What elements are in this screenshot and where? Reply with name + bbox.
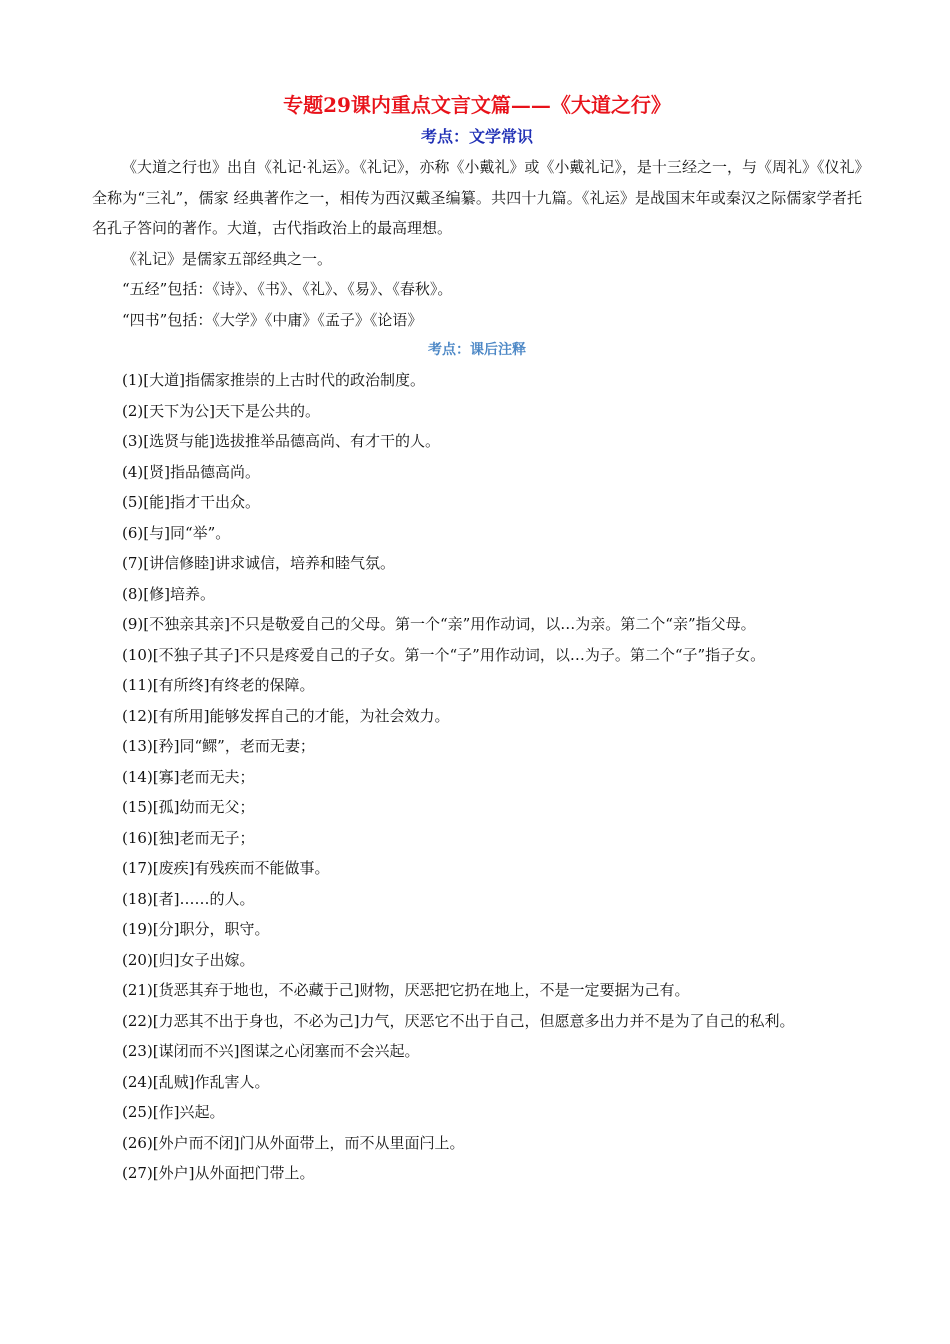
annotation-item: (10)[不独子其子]不只是疼爱自己的子女。第一个“子”用作动词，以…为子。第二个“子”指子女。 xyxy=(122,645,766,664)
annotation-item: (16)[独]老而无子； xyxy=(122,828,255,847)
annotation-item: (9)[不独亲其亲]不只是敬爱自己的父母。第一个“亲”用作动词，以…为亲。第二个“亲”指父母。 xyxy=(122,615,756,633)
annotation-item: (26)[外户而不闭]门从外面带上，而不从里面闩上。 xyxy=(122,1133,465,1152)
paragraph-five-classics: “五经”包括：《诗》、《书》、《礼》、《易》、《春秋》。 xyxy=(122,280,453,298)
annotation-item: (6)[与]同“举”。 xyxy=(122,523,231,542)
annotation-item: (19)[分]职分，职守。 xyxy=(122,920,270,938)
annotation-item: (27)[外户]从外面把门带上。 xyxy=(122,1164,315,1182)
annotation-list xyxy=(92,365,862,1189)
annotation-item: (20)[归]女子出嫁。 xyxy=(122,950,255,969)
annotation-item: (24)[乱贼]作乱害人。 xyxy=(122,1072,270,1091)
annotation-item: (22)[力恶其不出于身也，不必为己]力气，厌恶它不出于自己，但愿意多出力并不是为了自己的私利。 xyxy=(122,1011,795,1030)
annotation-item: (14)[寡]老而无夫； xyxy=(122,767,255,786)
annotation-item: (18)[者]……的人。 xyxy=(122,889,255,908)
annotation-item: (13)[矜]同“鳏”，老而无妻； xyxy=(122,737,315,755)
annotation-item: (8)[修]培养。 xyxy=(122,584,215,603)
annotation-item: (4)[贤]指品德高尚。 xyxy=(122,462,260,481)
annotation-item: (25)[作]兴起。 xyxy=(122,1103,225,1121)
paragraph-liji: 《礼记》是儒家五部经典之一。 xyxy=(122,249,333,268)
annotation-item: (23)[谋闭而不兴]图谋之心闭塞而不会兴起。 xyxy=(122,1042,420,1060)
annotation-item: (12)[有所用]能够发挥自己的才能，为社会效力。 xyxy=(122,706,450,725)
annotation-item: (1)[大道]指儒家推崇的上古时代的政治制度。 xyxy=(122,371,425,389)
annotation-item: (2)[天下为公]天下是公共的。 xyxy=(122,401,320,420)
section-heading-literary-knowledge: 考点：文学常识 xyxy=(420,127,533,146)
annotation-item: (15)[孤]幼而无父； xyxy=(122,798,255,816)
document-page xyxy=(92,88,862,1189)
annotation-item: (11)[有所终]有终老的保障。 xyxy=(122,676,315,694)
annotation-item: (21)[货恶其弃于地也，不必藏于己]财物，厌恶把它扔在地上，不是一定要据为己有。 xyxy=(122,981,690,999)
annotation-item: (3)[选贤与能]选拔推举品德高尚、有才干的人。 xyxy=(122,432,440,450)
document-title: 专题29课内重点文言文篇——《大道之行》 xyxy=(283,93,671,117)
annotation-item: (17)[废疾]有残疾而不能做事。 xyxy=(122,859,330,877)
annotation-item: (5)[能]指才干出众。 xyxy=(122,493,260,511)
intro-paragraph: 《大道之行也》出自《礼记·礼运》。《礼记》，亦称《小戴礼》或《小戴礼记》，是十三经之一，与《周礼》《仪礼》全称为“三礼”，儒家 经典著作之一，相传为西汉戴圣编纂。共四十九篇。《礼运》是战国末年或秦汉之际儒家学者托名孔子答问的著作。大道，古代指政治上的最高理想。 xyxy=(92,158,862,237)
section-heading-annotations: 考点：课后注释 xyxy=(428,342,526,358)
annotation-item: (7)[讲信修睦]讲求诚信，培养和睦气氛。 xyxy=(122,554,395,572)
paragraph-four-books: “四书”包括：《大学》《中庸》《孟子》《论语》 xyxy=(122,310,423,329)
